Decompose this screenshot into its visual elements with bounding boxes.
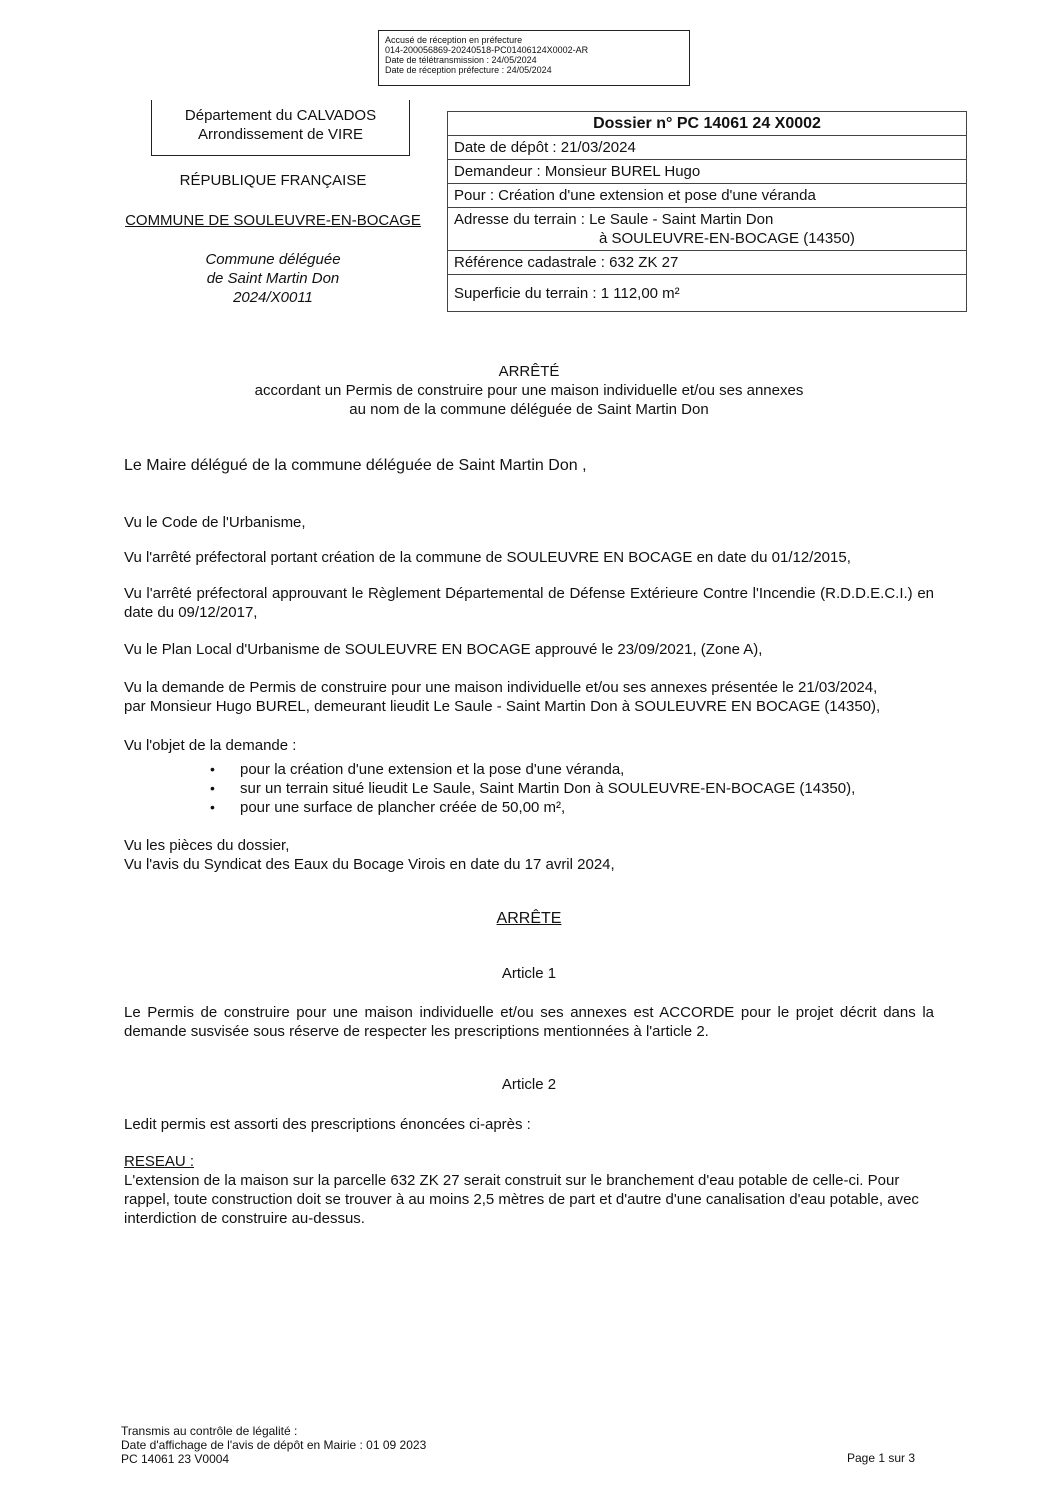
adresse-terrain xyxy=(448,208,966,251)
footer-block xyxy=(121,1424,426,1466)
department-box xyxy=(151,100,410,156)
adresse-line: Adresse du terrain : Le Saule - Saint Martin Don xyxy=(454,211,774,228)
arrete-title: ARRÊTÉ xyxy=(498,363,560,380)
footer-line: Transmis au contrôle de légalité : xyxy=(121,1424,298,1438)
delegated-commune xyxy=(108,250,438,307)
dossier-number: Dossier n° PC 14061 24 X0002 xyxy=(448,112,966,136)
arrondissement-name: Arrondissement de VIRE xyxy=(197,126,364,143)
visa-rddeci: Vu l'arrêté préfectoral approuvant le Règlement Départemental de Défense Extérieure Contre l'Incendie (R.D.D.E.C.I.) en date du 09/12/2017, xyxy=(124,585,934,621)
visa-plu: Vu le Plan Local d'Urbanisme de SOULEUVRE EN BOCAGE approuvé le 23/09/2021, (Zone A), xyxy=(124,641,763,658)
article-1-text: Le Permis de construire pour une maison individuelle et/ou ses annexes est ACCORDE pour le projet décrit dans la demande susvisée sous réserve de respecter les prescriptions mentionnées à l'article 2. xyxy=(124,1004,934,1040)
article-1-title: Article 1 xyxy=(501,965,557,982)
demandeur: Demandeur : Monsieur BUREL Hugo xyxy=(448,160,966,184)
stamp-line: Accusé de réception en préfecture xyxy=(385,35,523,45)
footer-line: PC 14061 23 V0004 xyxy=(121,1452,230,1466)
list-item: • pour une surface de plancher créée de 50,00 m², xyxy=(210,798,910,817)
article-2-title: Article 2 xyxy=(501,1076,557,1093)
visa-demande xyxy=(124,678,934,716)
arrete-subtitle: au nom de la commune déléguée de Saint Martin Don xyxy=(349,401,709,418)
visa-pieces: Vu les pièces du dossier, xyxy=(124,837,290,854)
arrete-subtitle: accordant un Permis de construire pour une maison individuelle et/ou ses annexes xyxy=(254,382,804,399)
visa-demande-line: Vu la demande de Permis de construire pour une maison individuelle et/ou ses annexes présentée le 21/03/2024, xyxy=(124,679,878,696)
list-item: • sur un terrain situé lieudit Le Saule, Saint Martin Don à SOULEUVRE-EN-BOCAGE (14350), xyxy=(210,779,910,798)
stamp-line: 014-200056869-20240518-PC01406124X0002-AR xyxy=(385,45,589,55)
reception-stamp xyxy=(378,30,690,86)
reseau-text: L'extension de la maison sur la parcelle 632 ZK 27 serait construit sur le branchement d'eau potable de celle-ci. Pour rappel, toute construction doit se trouver à au moins 2,5 mètres de part et d'autre d'une canalisation d'eau potable, avec interdiction de construire au-dessus. xyxy=(124,1172,919,1227)
commune-heading: COMMUNE DE SOULEUVRE-EN-BOCAGE xyxy=(125,212,421,229)
adresse-line: à SOULEUVRE-EN-BOCAGE (14350) xyxy=(599,230,855,247)
delegated-line: de Saint Martin Don xyxy=(206,270,340,287)
objet-dossier: Pour : Création d'une extension et pose d'une véranda xyxy=(448,184,966,208)
delegated-line: Commune déléguée xyxy=(205,251,341,268)
republic-heading: RÉPUBLIQUE FRANÇAISE xyxy=(179,172,367,189)
visa-objet: Vu l'objet de la demande : xyxy=(124,737,297,754)
department-name: Département du CALVADOS xyxy=(184,107,377,124)
arrete-heading xyxy=(124,362,934,419)
dossier-box xyxy=(447,111,967,312)
maire-statement: Le Maire délégué de la commune déléguée de Saint Martin Don , xyxy=(124,457,587,474)
reseau-label: RESEAU : xyxy=(124,1153,195,1170)
article-2-intro: Ledit permis est assorti des prescriptions énoncées ci-après : xyxy=(124,1116,531,1133)
superficie-terrain: Superficie du terrain : 1 112,00 m² xyxy=(454,285,680,302)
visa-demande-line: par Monsieur Hugo BUREL, demeurant lieudit Le Saule - Saint Martin Don à SOULEUVRE EN BOCAGE (14350), xyxy=(124,698,881,715)
date-depot: Date de dépôt : 21/03/2024 xyxy=(448,136,966,160)
visa-code-urbanisme: Vu le Code de l'Urbanisme, xyxy=(124,514,306,531)
reference-cadastrale: Référence cadastrale : 632 ZK 27 xyxy=(448,251,966,275)
arrete-decision-heading: ARRÊTE xyxy=(496,910,562,927)
visa-arrete-creation: Vu l'arrêté préfectoral portant création de la commune de SOULEUVRE EN BOCAGE en date du 01/12/2015, xyxy=(124,549,851,566)
footer-line: Date d'affichage de l'avis de dépôt en Mairie : 01 09 2023 xyxy=(121,1438,427,1452)
stamp-line: Date de télétransmission : 24/05/2024 xyxy=(385,55,537,65)
list-item: • pour la création d'une extension et la pose d'une véranda, xyxy=(210,760,910,779)
stamp-line: Date de réception préfecture : 24/05/2024 xyxy=(385,65,552,75)
objet-list xyxy=(210,760,910,817)
visa-syndicat: Vu l'avis du Syndicat des Eaux du Bocage Virois en date du 17 avril 2024, xyxy=(124,856,615,873)
delegated-reference: 2024/X0011 xyxy=(233,289,313,306)
page-number: Page 1 sur 3 xyxy=(847,1451,916,1465)
